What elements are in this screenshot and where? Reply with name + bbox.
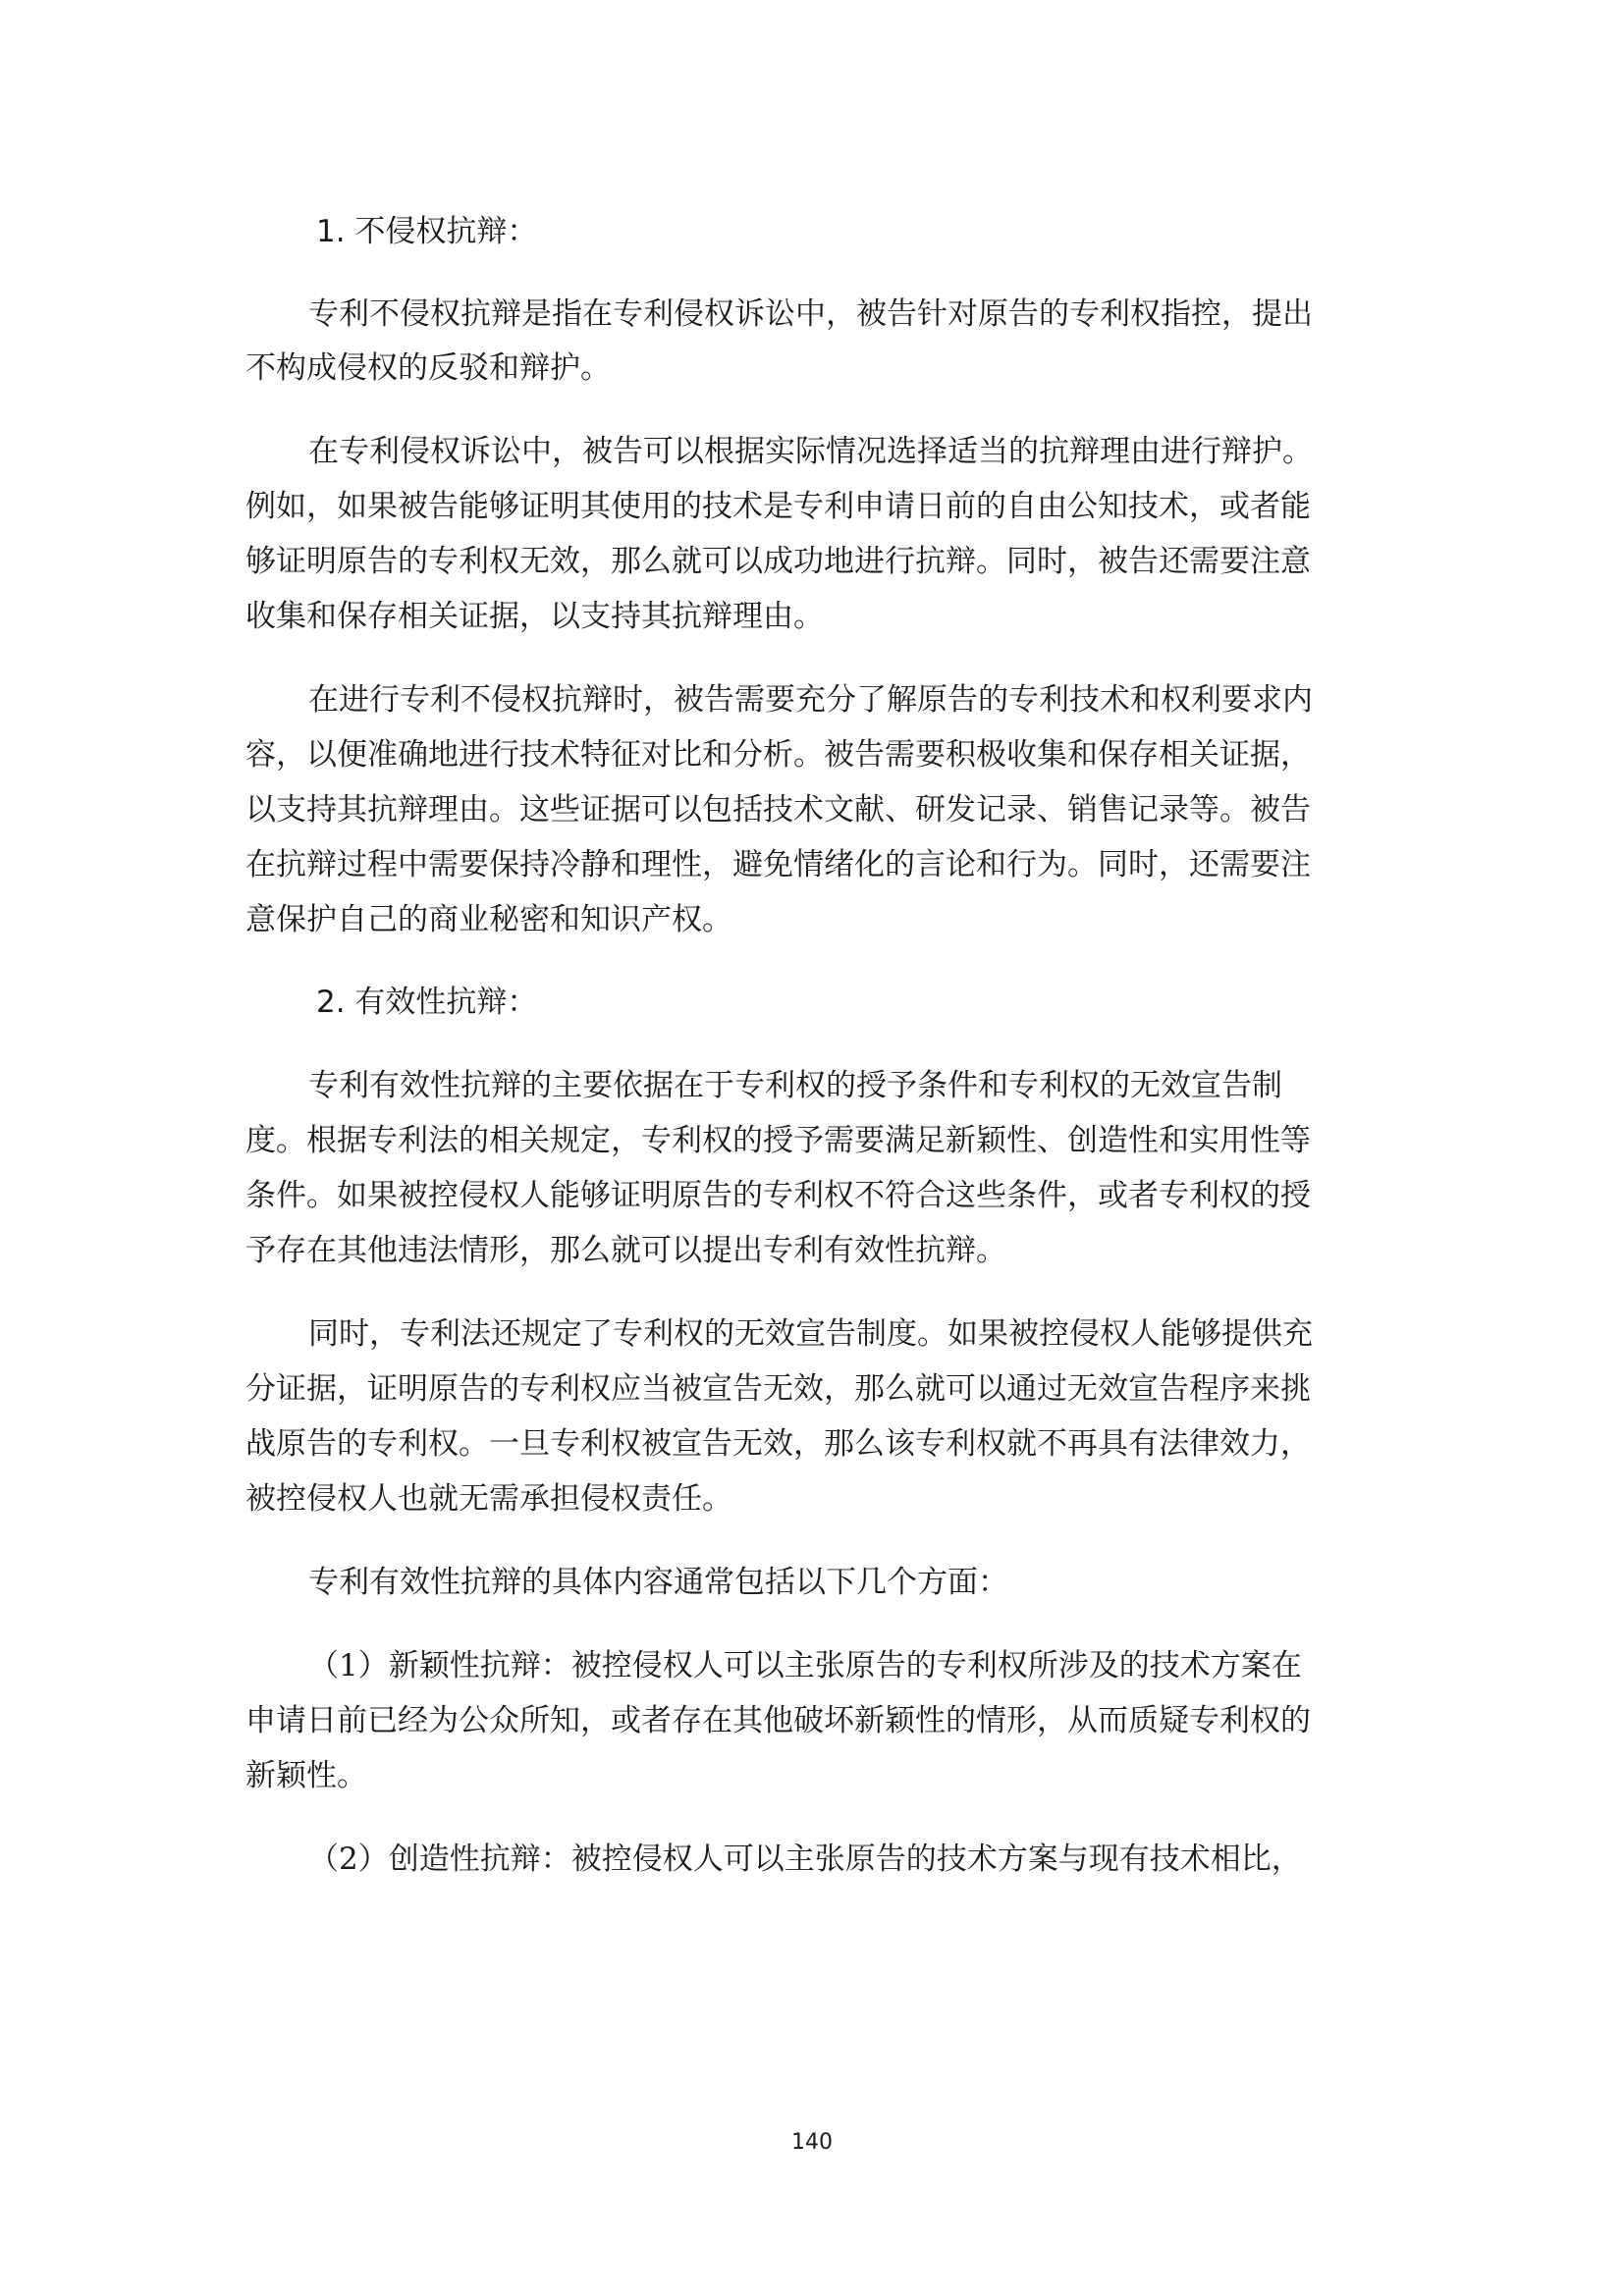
paragraph-line: 战原告的专利权。一旦专利权被宣告无效，那么该专利权就不再具有法律效力， <box>245 1426 1311 1462</box>
paragraph-line: 申请日前已经为公众所知，或者存在其他破坏新颖性的情形，从而质疑专利权的 <box>245 1703 1311 1738</box>
paragraph-line: （1）新颖性抗辩：被控侵权人可以主张原告的专利权所涉及的技术方案在 <box>308 1648 1302 1683</box>
paragraph-line: 同时，专利法还规定了专利权的无效宣告制度。如果被控侵权人能够提供充 <box>308 1316 1313 1352</box>
paragraph-line: 在抗辩过程中需要保持冷静和理性，避免情绪化的言论和行为。同时，还需要注 <box>245 847 1311 882</box>
paragraph-line: 专利有效性抗辩的具体内容通常包括以下几个方面： <box>308 1565 1008 1600</box>
paragraph-line: 专利不侵权抗辩是指在专利侵权诉讼中，被告针对原告的专利权指控，提出 <box>308 296 1313 332</box>
paragraph-line: 意保护自己的商业秘密和知识产权。 <box>245 902 732 937</box>
paragraph-line: 收集和保存相关证据，以支持其抗辩理由。 <box>245 599 824 634</box>
paragraph-line: 予存在其他违法情形，那么就可以提出专利有效性抗辩。 <box>245 1233 1006 1268</box>
paragraph-line: 条件。如果被控侵权人能够证明原告的专利权不符合这些条件，或者专利权的授 <box>245 1178 1311 1213</box>
paragraph-line: 以支持其抗辩理由。这些证据可以包括技术文献、研发记录、销售记录等。被告 <box>245 792 1311 828</box>
paragraph-line: （2）创造性抗辩：被控侵权人可以主张原告的技术方案与现有技术相比， <box>308 1842 1302 1877</box>
paragraph-line: 专利有效性抗辩的主要依据在于专利权的授予条件和专利权的无效宣告制 <box>308 1068 1282 1103</box>
paragraph-line: 新颖性。 <box>245 1758 367 1793</box>
paragraph-line: 容，以便准确地进行技术特征对比和分析。被告需要积极收集和保存相关证据， <box>245 737 1311 773</box>
paragraph-line: 例如，如果被告能够证明其使用的技术是专利申请日前的自由公知技术，或者能 <box>245 489 1311 524</box>
paragraph-line: 够证明原告的专利权无效，那么就可以成功地进行抗辩。同时，被告还需要注意 <box>245 544 1311 579</box>
paragraph-line: 被控侵权人也就无需承担侵权责任。 <box>245 1481 732 1517</box>
paragraph-line: 在专利侵权诉讼中，被告可以根据实际情况选择适当的抗辩理由进行辩护。 <box>308 434 1313 469</box>
section-heading-2: 2. 有效性抗辩： <box>316 985 538 1020</box>
paragraph-line: 度。根据专利法的相关规定，专利权的授予需要满足新颖性、创造性和实用性等 <box>245 1123 1311 1158</box>
paragraph-line: 在进行专利不侵权抗辩时，被告需要充分了解原告的专利技术和权利要求内 <box>308 682 1313 718</box>
paragraph-line: 分证据，证明原告的专利权应当被宣告无效，那么就可以通过无效宣告程序来挑 <box>245 1371 1311 1407</box>
paragraph-line: 不构成侵权的反驳和辩护。 <box>245 350 611 386</box>
section-heading-1: 1. 不侵权抗辩： <box>316 214 538 249</box>
page-number: 140 <box>791 2130 833 2155</box>
